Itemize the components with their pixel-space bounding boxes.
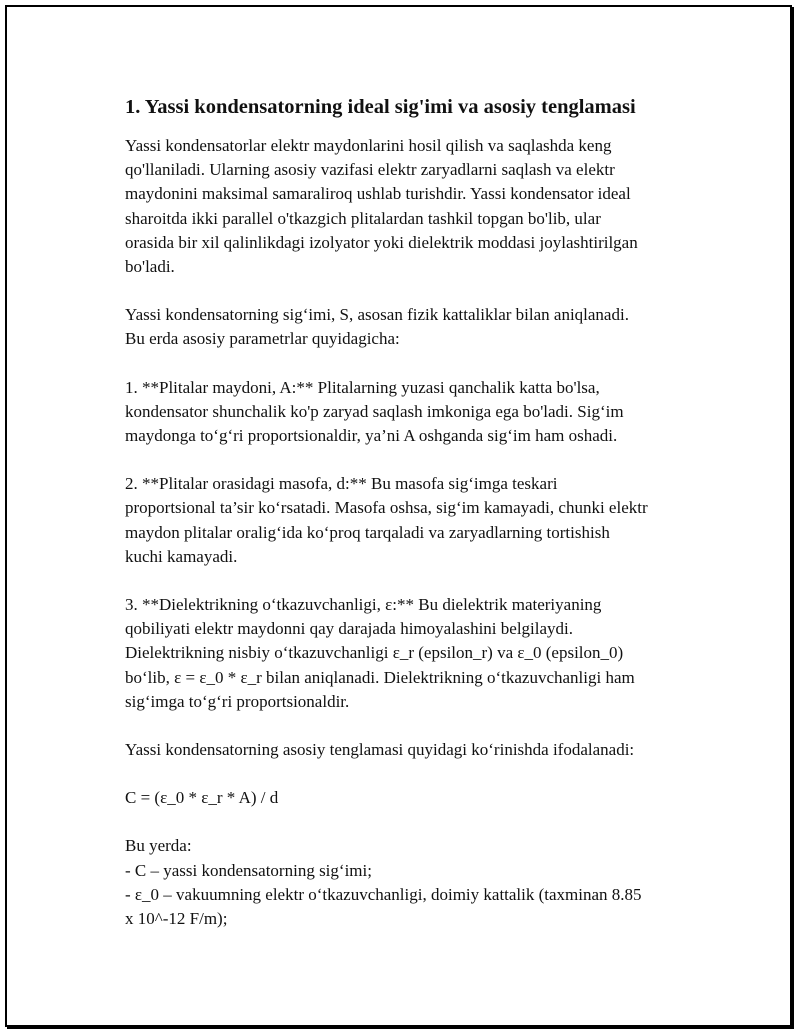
text-line: Bu erda asosiy parametrlar quyidagicha:	[125, 329, 400, 349]
text-line: sharoitda ikki parallel o'tkazgich plitalardan tashkil topgan bo'lib, ular	[125, 208, 601, 228]
equation-intro-paragraph	[125, 738, 700, 762]
parameters-intro-paragraph	[125, 303, 700, 351]
text-line: Dielektrikning nisbiy o‘tkazuvchanligi ε_r (epsilon_r) va ε_0 (epsilon_0)	[125, 643, 624, 663]
intro-paragraph	[125, 134, 700, 279]
list-item: - ε_0 – vakuumning elektr o‘tkazuvchanligi, doimiy kattalik (taxminan 8.85	[125, 884, 642, 904]
text-line: 1. **Plitalar maydoni, A:** Plitalarning yuzasi qanchalik katta bo'lsa,	[125, 377, 600, 397]
text-line: proportsional ta’sir ko‘rsatadi. Masofa oshsa, sig‘im kamayadi, chunki elektr	[125, 498, 648, 518]
definitions-list	[125, 834, 700, 931]
text-line: 3. **Dielektrikning o‘tkazuvchanligi, ε:** Bu dielektrik materiyaning	[125, 595, 602, 615]
text-line: kondensator shunchalik ko'p zaryad saqlash imkoniga ega bo'ladi. Sig‘im	[125, 401, 624, 421]
text-line: 2. **Plitalar orasidagi masofa, d:** Bu masofa sig‘imga teskari	[125, 474, 558, 494]
text-line: x 10^-12 F/m);	[125, 909, 228, 929]
list-item: - C – yassi kondensatorning sig‘imi;	[125, 860, 372, 880]
plate-area-item	[125, 376, 700, 449]
text-line: Yassi kondensatorning sig‘imi, S, asosan fizik kattaliklar bilan aniqlanadi.	[125, 305, 629, 325]
text-line: bo‘lib, ε = ε_0 * ε_r bilan aniqlanadi. Dielektrikning o‘tkazuvchanligi ham	[125, 667, 635, 687]
text-line: sig‘imga to‘g‘ri proportsionaldir.	[125, 691, 350, 711]
equation-text: C = (ε_0 * ε_r * A) / d	[125, 788, 279, 808]
text-line: bo'ladi.	[125, 257, 175, 277]
text-line: maydonga to‘g‘ri proportsionaldir, ya’ni A oshganda sig‘im ham oshadi.	[125, 426, 618, 446]
text-line: qo'llaniladi. Ularning asosiy vazifasi elektr zaryadlarni saqlash va elektr	[125, 160, 615, 180]
document-body	[125, 93, 700, 931]
section-heading: 1. Yassi kondensatorning ideal sig'imi va asosiy tenglamasi	[125, 96, 636, 118]
text-line: qobiliyati elektr maydonni qay darajada himoyalashini belgilaydi.	[125, 619, 574, 639]
plate-distance-item	[125, 472, 700, 569]
dielectric-permittivity-item	[125, 593, 700, 714]
text-line: Yassi kondensatorning asosiy tenglamasi quyidagi ko‘rinishda ifodalanadi:	[125, 740, 635, 760]
text-line: maydon plitalar oralig‘ida ko‘proq tarqaladi va zaryadlarning tortishish	[125, 522, 610, 542]
page-frame	[5, 5, 792, 1027]
text-line: kuchi kamayadi.	[125, 546, 238, 566]
capacitance-equation	[125, 786, 700, 810]
text-line: Yassi kondensatorlar elektr maydonlarini hosil qilish va saqlashda keng	[125, 136, 612, 155]
text-line: orasida bir xil qalinlikdagi izolyator yoki dielektrik moddasi joylashtirilgan	[125, 232, 638, 252]
text-line: maydonini maksimal samaraliroq ushlab turishdir. Yassi kondensator ideal	[125, 184, 631, 204]
text-line: Bu yerda:	[125, 836, 192, 856]
